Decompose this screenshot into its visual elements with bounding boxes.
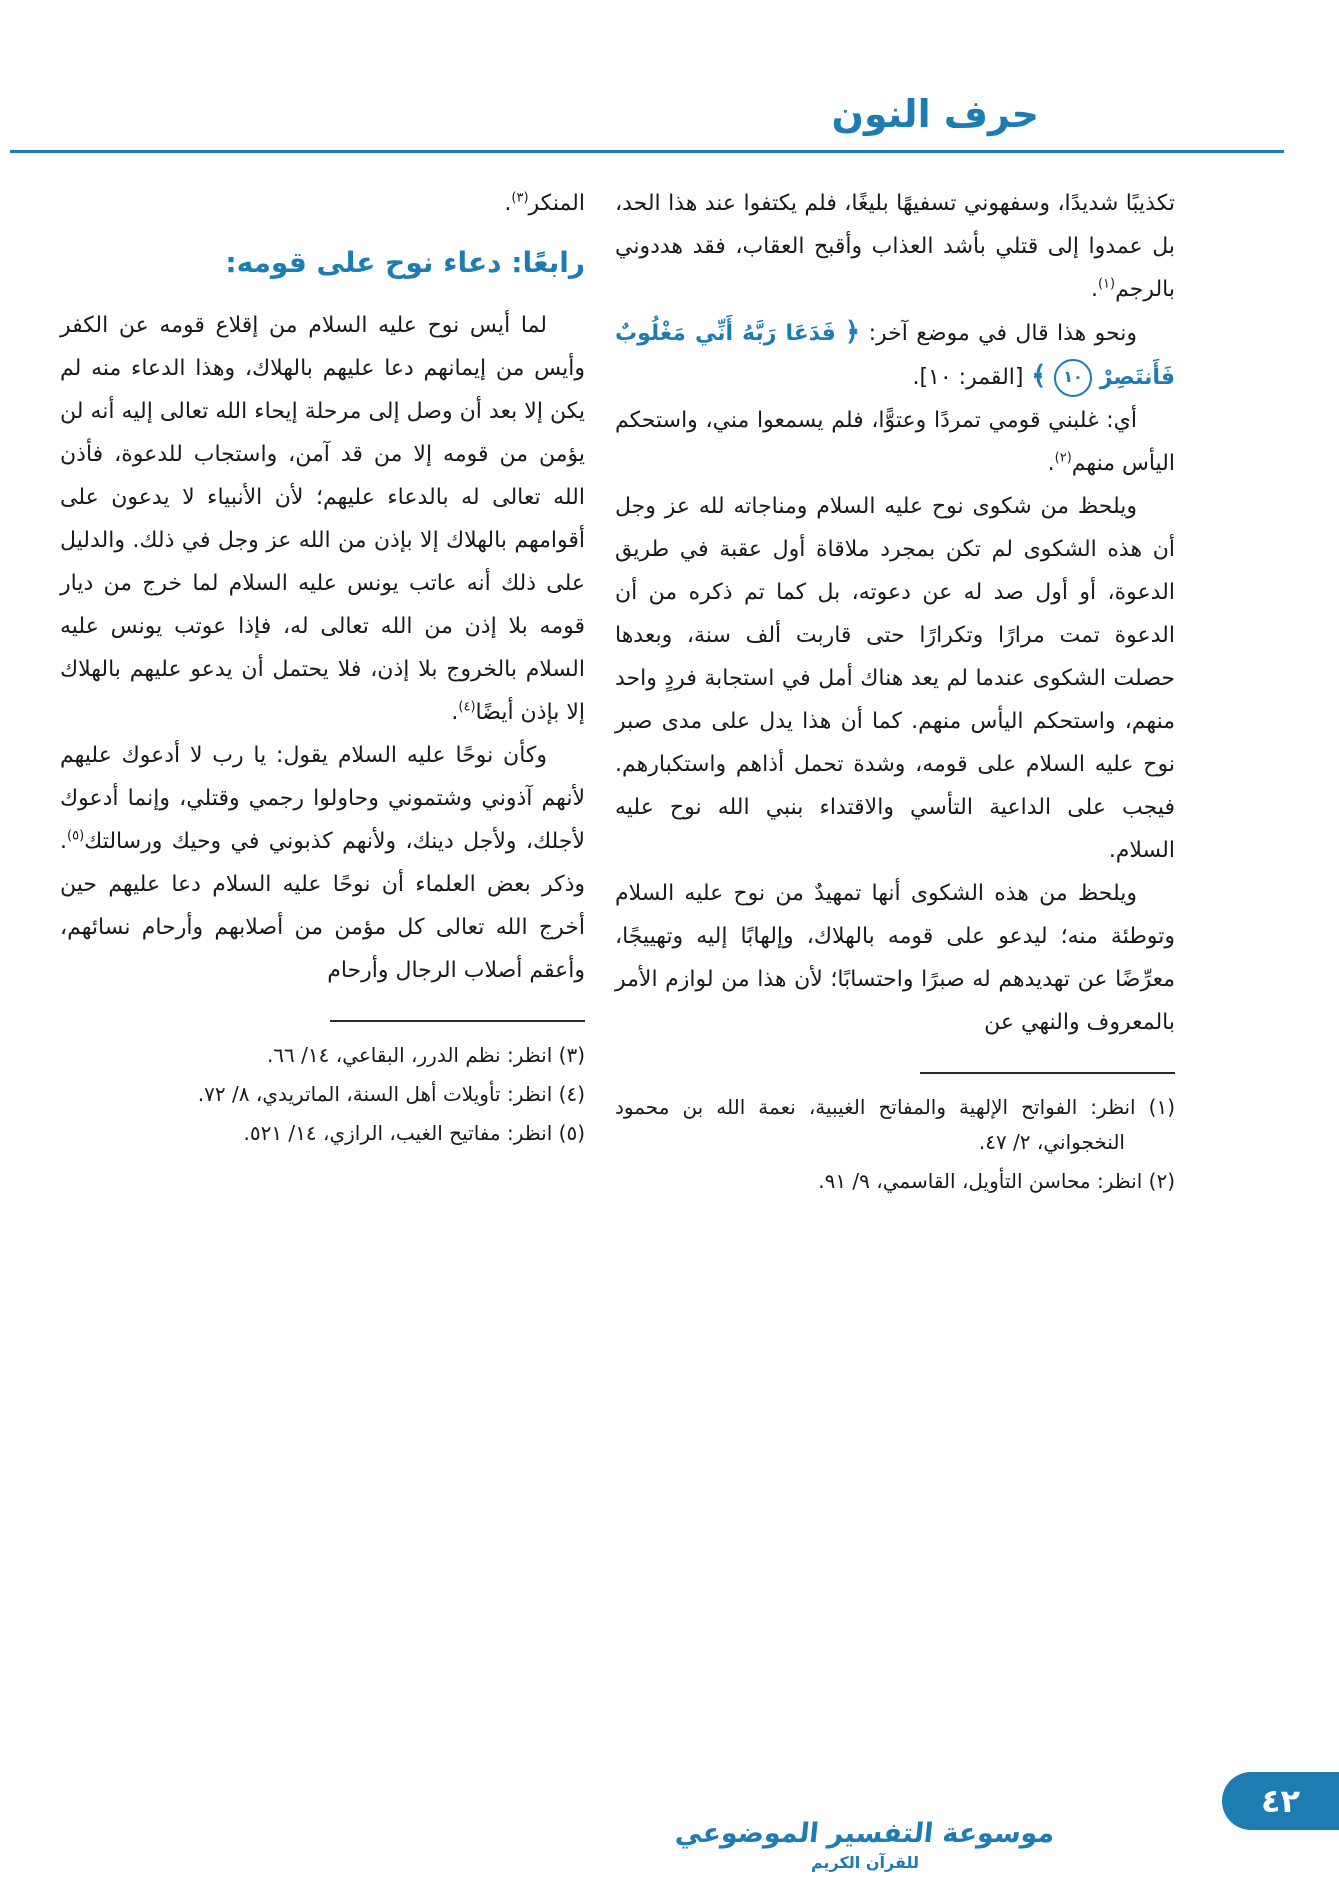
paragraph-text: . [451,700,459,725]
page-content [60,182,1175,1203]
column-right [615,182,1175,1203]
footnote-ref: (٤) [458,699,476,715]
logo-title: موسوعة التفسير الموضوعي [673,1818,1057,1849]
footnote-ref: (١) [1097,276,1116,292]
footnote-separator [920,1072,1175,1074]
paragraph-text: ونحو هذا قال في موضع آخر: [868,321,1137,346]
footnote: (١) انظر: الفواتح الإلهية والمفاتح الغيبية، نعمة الله بن محمود النخجواني، ٢/ ٤٧. [615,1095,1175,1154]
footnote: (٢) انظر: محاسن التأويل، القاسمي، ٩/ ٩١. [818,1169,1175,1193]
header-rule [10,150,1284,153]
publisher-logo [673,1818,1057,1872]
paragraph [615,399,1175,485]
logo-subtitle: للقرآن الكريم [810,1853,920,1872]
footnote: (٥) انظر: مفاتيح الغيب، الرازي، ١٤/ ٥٢١. [243,1121,585,1145]
verse-close-bracket: ﴾ [1031,361,1047,391]
footnote-ref: (٢) [1054,450,1072,466]
paragraph: ويلحظ من شكوى نوح عليه السلام ومناجاته لله عز وجل أن هذه الشكوى لم تكن بمجرد ملاقاة أول عقبة في طريق الدعوة، أو أول صد له عن دعوته، بل كما تم ذكره من أن الدعوة تمت مرارًا وتكرارًا حتى قاربت ألف سنة، وبعدها حصلت الشكوى عندما لم يعد هناك أمل في استجابة فردٍ واحد منهم، واستحكم اليأس منهم. كما أن هذا يدل على مدى صبر نوح عليه السلام على قومه، وشدة تحمل أذاهم واستكبارهم. فيجب على الداعية التأسي والاقتداء بنبي الله نوح عليه السلام. [615,494,1175,863]
paragraph [60,182,585,225]
footnote: (٣) انظر: نظم الدرر، البقاعي، ١٤/ ٦٦. [266,1043,585,1067]
paragraph [615,311,1175,399]
footnote-separator [330,1020,585,1022]
paragraph [60,304,585,734]
footnote: (٤) انظر: تأويلات أهل السنة، الماتريدي، ٨/ ٧٢. [197,1082,585,1106]
paragraph [615,182,1175,311]
paragraph-text: . [1047,451,1055,476]
verse-reference: [القمر: ١٠]. [912,365,1024,390]
paragraph-text: وكأن نوحًا عليه السلام يقول: يا رب لا أدعوك عليهم لأنهم آذوني وشتموني وحاولوا رجمي وقتلي، وإنما أدعوك لأجلك، ولأجل دينك، ولأنهم كذبوني في وحيك ورسالتك [60,743,585,854]
footnote-ref: (٥) [67,828,85,844]
paragraph-text: . وذكر بعض العلماء أن نوحًا عليه السلام دعا عليهم حين أخرج الله تعالى كل مؤمن من أصلابهم وأرحام نسائهم، وأعقم أصلاب الرجال وأرحام [60,829,585,983]
verse-open-bracket: ﴿ [844,317,861,347]
page-number: ٤٢ [1260,1782,1301,1820]
section-heading: رابعًا: دعاء نوح على قومه: [225,246,585,279]
chapter-title: حرف النون [831,92,1039,136]
paragraph-text: أي: غلبني قومي تمردًا وعتوًّا، فلم يسمعوا مني، واستحكم اليأس منهم [615,408,1175,476]
paragraph-text: . [504,191,512,216]
paragraph-text: تكذيبًا شديدًا، وسفهوني تسفيهًا بليغًا، فلم يكتفوا عند هذا الحد، بل عمدوا إلى قتلي بأشد العذاب وأقبح العقاب، فقد هددوني بالرجم [615,191,1175,302]
paragraph [60,734,585,992]
page-number-badge [1222,1772,1339,1830]
paragraph-text: لما أيس نوح عليه السلام من إقلاع قومه عن الكفر وأيس من إيمانهم دعا عليهم بالهلاك، وهذا الدعاء منه لم يكن إلا بعد أن وصل إلى مرحلة إيحاء الله تعالى إليه أنه لن يؤمن من قومه إلا من قد آمن، واستجاب للدعوة، فأذن الله تعالى له بالدعاء عليهم؛ لأن الأنبياء لا يدعون على أقوامهم بالهلاك إلا بإذن من الله عز وجل في ذلك. والدليل على ذلك أنه عاتب يونس عليه السلام لما خرج من ديار قومه بلا إذن من الله تعالى له، فإذا عوتب يونس عليه السلام بالخروج بلا إذن، فلا يحتمل أن يدعو عليهم بالهلاك إلا بإذن أيضًا [60,313,585,725]
paragraph-text: . [1090,277,1098,302]
paragraph-text: المنكر [528,191,585,216]
footnote-ref: (٣) [511,190,529,206]
footnotes-left [60,1020,585,1151]
paragraph: ويلحظ من هذه الشكوى أنها تمهيدٌ من نوح عليه السلام وتوطئة منه؛ ليدعو على قومه بالهلاك، وإلهابًا إليه وتهييجًا، معرِّضًا عن تهديدهم له صبرًا واحتسابًا؛ لأن هذا من لوازم الأمر بالمعروف والنهي عن [615,881,1175,1035]
ayah-number-marker: ١٠ [1054,359,1092,397]
footnotes-right [615,1072,1175,1199]
column-left [60,182,585,1203]
verse-text: فَدَعَا رَبَّهُ أَنِّي مَغْلُوبٌ فَأَنتَصِرْ [615,321,1175,390]
